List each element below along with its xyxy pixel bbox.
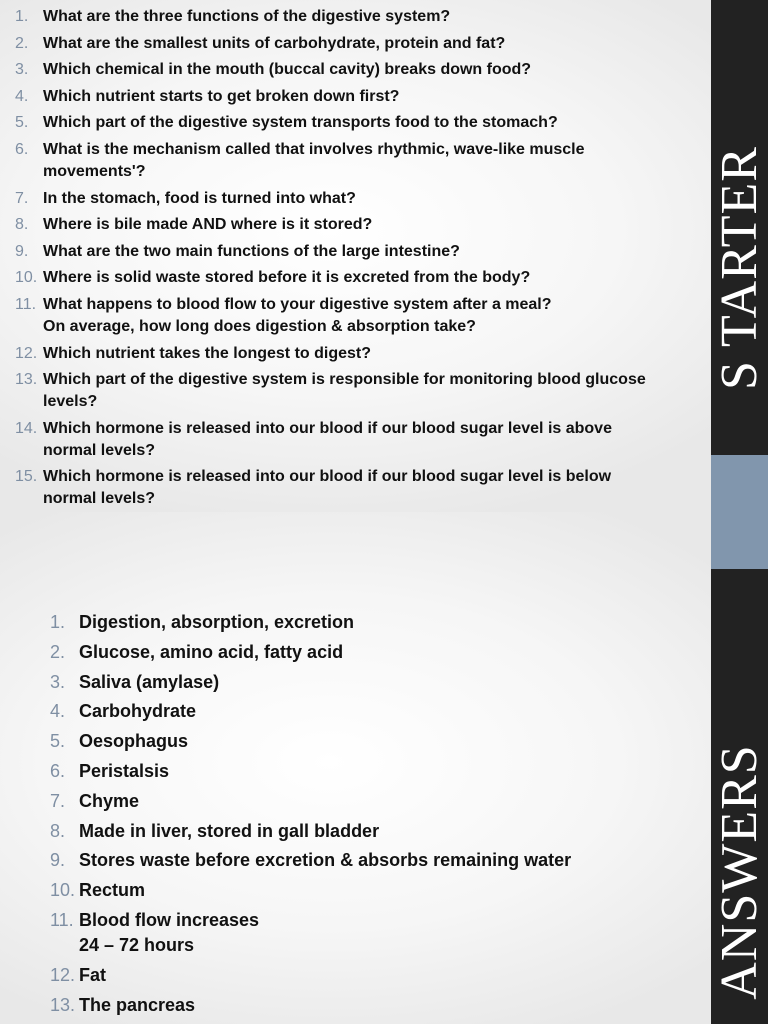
answer-list (50, 610, 650, 1022)
question-item (15, 369, 670, 413)
sidebar-accent-block (711, 455, 768, 512)
answer-text: Peristalsis (79, 760, 170, 781)
question-number: 11. (15, 295, 37, 313)
question-text: Where is solid waste stored before it is excreted from the body? (43, 269, 531, 287)
question-number: 12. (15, 344, 38, 362)
answer-item (50, 670, 650, 695)
answer-text: Glucose, amino acid, fatty acid (79, 641, 344, 662)
question-item (15, 241, 670, 263)
answer-text: Oesophagus (79, 731, 189, 752)
answer-item (50, 878, 650, 903)
question-text: What are the three functions of the digestive system? (43, 8, 451, 25)
question-text: movements'? (43, 162, 146, 180)
answer-number: 5. (50, 731, 66, 752)
answer-text: Fat (79, 964, 106, 985)
answer-item (50, 759, 650, 784)
answer-text: Blood flow increases (79, 909, 260, 930)
question-item (15, 267, 670, 289)
answer-number: 13. (50, 994, 76, 1015)
answer-number: 10. (50, 880, 76, 901)
starter-sidebar (711, 0, 768, 512)
answer-text: Digestion, absorption, excretion (79, 612, 355, 632)
answer-number: 4. (50, 701, 66, 722)
answer-number: 6. (50, 760, 66, 781)
answer-number: 8. (50, 820, 66, 841)
answers-sidebar-title: ANSWERS (710, 744, 768, 1000)
answer-text: Stores waste before excretion & absorbs remaining water (79, 850, 572, 871)
answer-number: 9. (50, 850, 66, 871)
answer-item (50, 908, 650, 958)
answer-item (50, 699, 650, 724)
answer-text: The pancreas (79, 994, 196, 1015)
answer-item (50, 729, 650, 754)
question-number: 3. (15, 61, 29, 79)
question-item (15, 59, 670, 81)
answer-text: Carbohydrate (79, 701, 197, 722)
question-text: normal levels? (43, 441, 156, 459)
answer-number: 12. (50, 964, 76, 985)
answer-item (50, 789, 650, 814)
question-text: What is the mechanism called that involves rhythmic, wave-like muscle (43, 140, 585, 158)
answer-text: Chyme (79, 790, 140, 811)
answer-number: 3. (50, 671, 66, 692)
question-text: Where is bile made AND where is it stored? (43, 216, 373, 234)
question-item (15, 466, 670, 510)
answers-slide (0, 512, 768, 1024)
question-number: 10. (15, 269, 38, 287)
answer-text: Made in liver, stored in gall bladder (79, 820, 380, 841)
answers-sidebar (711, 512, 768, 1024)
question-item (15, 214, 670, 236)
question-number: 14. (15, 419, 38, 437)
question-text: levels? (43, 393, 98, 411)
answer-text: Saliva (amylase) (79, 671, 220, 692)
question-number: 15. (15, 468, 38, 486)
question-item (15, 188, 670, 210)
question-item (15, 418, 670, 462)
answer-number: 2. (50, 641, 66, 662)
question-text: normal levels? (43, 490, 156, 508)
answer-item (50, 848, 650, 873)
question-item (15, 343, 670, 365)
question-list (15, 6, 670, 542)
question-item (15, 33, 670, 55)
answer-text: Rectum (79, 880, 146, 901)
question-text: Which part of the digestive system transports food to the stomach? (43, 114, 558, 132)
question-item (15, 294, 670, 338)
answer-item (50, 610, 650, 635)
question-text: What are the smallest units of carbohydrate, protein and fat? (43, 34, 506, 52)
question-text: Which hormone is released into our blood if our blood sugar level is above (43, 419, 612, 437)
question-text: Which chemical in the mouth (buccal cavity) breaks down food? (43, 61, 532, 79)
question-item (15, 86, 670, 108)
sidebar-accent-block (711, 512, 768, 569)
question-text: On average, how long does digestion & absorption take? (43, 317, 476, 335)
question-text: Which hormone is released into our blood if our blood sugar level is below (43, 468, 612, 486)
question-item (15, 6, 670, 28)
answer-item (50, 640, 650, 665)
question-text: In the stomach, food is turned into what? (43, 189, 356, 207)
answer-item (50, 819, 650, 844)
question-item (15, 112, 670, 134)
question-number: 4. (15, 87, 29, 105)
question-number: 5. (15, 114, 29, 132)
answer-text: 24 – 72 hours (79, 934, 195, 955)
answer-item (50, 963, 650, 988)
answer-number: 1. (50, 612, 66, 632)
question-item (15, 139, 670, 183)
answer-number: 7. (50, 790, 66, 811)
question-number: 13. (15, 371, 38, 389)
question-number: 1. (15, 8, 29, 25)
answer-item (50, 993, 650, 1018)
question-number: 6. (15, 140, 29, 158)
question-text: Which nutrient takes the longest to digest? (43, 344, 372, 362)
answer-number: 11. (50, 909, 74, 930)
question-text: Which part of the digestive system is responsible for monitoring blood glucose (43, 371, 646, 389)
question-number: 8. (15, 216, 29, 234)
starter-sidebar-title: S TARTER (710, 146, 768, 390)
question-number: 2. (15, 34, 29, 52)
question-text: What happens to blood flow to your digestive system after a meal? (43, 295, 552, 313)
question-text: What are the two main functions of the large intestine? (43, 242, 460, 260)
question-text: Which nutrient starts to get broken down first? (43, 87, 400, 105)
question-number: 9. (15, 242, 29, 260)
question-number: 7. (15, 189, 29, 207)
